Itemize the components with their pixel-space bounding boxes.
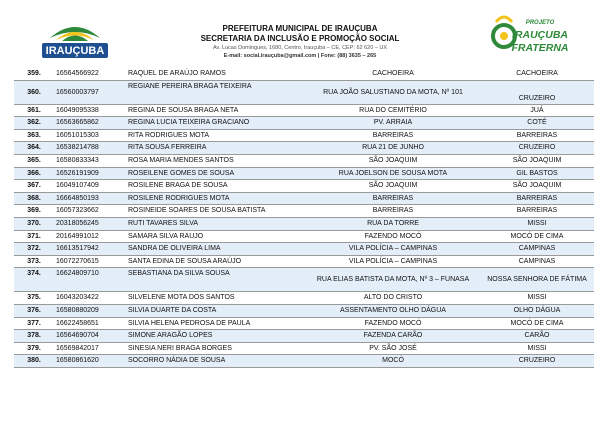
- locality: CACHOEIRA: [480, 68, 594, 80]
- locality: CAMPINAS: [480, 255, 594, 268]
- locality: OLHO DÁGUA: [480, 304, 594, 317]
- address: RUA JOÃO SALUSTIANO DA MOTA, Nº 101: [306, 80, 480, 104]
- nis-number: 16664850193: [54, 192, 126, 205]
- table-row: [14, 142, 594, 155]
- table-row: [14, 243, 594, 256]
- nis-number: 16560003797: [54, 80, 126, 104]
- locality: GIL BASTOS: [480, 167, 594, 180]
- row-number: 372.: [14, 243, 54, 256]
- nis-number: 16538214788: [54, 142, 126, 155]
- table-row: [14, 167, 594, 180]
- locality: CARÃO: [480, 330, 594, 343]
- row-number: 359.: [14, 68, 54, 80]
- nis-number: 16622458651: [54, 317, 126, 330]
- header-text: [150, 24, 450, 60]
- row-number: 369.: [14, 205, 54, 218]
- address: CACHOEIRA: [306, 68, 480, 80]
- nis-number: 16564566922: [54, 68, 126, 80]
- locality: CRUZEIRO: [480, 80, 594, 104]
- beneficiary-name: RITA RODRIGUES MOTA: [126, 129, 306, 142]
- nis-number: 16613517942: [54, 243, 126, 256]
- row-number: 371.: [14, 230, 54, 243]
- beneficiary-name: REGINA LUCIA TEIXEIRA GRACIANO: [126, 117, 306, 130]
- nis-number: 16526191909: [54, 167, 126, 180]
- locality: SÃO JOAQUIM: [480, 154, 594, 167]
- table-row: [14, 154, 594, 167]
- beneficiary-name: SANTA EDINA DE SOUSA ARAÚJO: [126, 255, 306, 268]
- address: BARREIRAS: [306, 129, 480, 142]
- nis-number: 16049107409: [54, 180, 126, 193]
- table-row: [14, 129, 594, 142]
- address: FAZENDO MOCÓ: [306, 317, 480, 330]
- address: BARREIRAS: [306, 205, 480, 218]
- address: RUA DA TORRE: [306, 217, 480, 230]
- nis-number: 16569842017: [54, 342, 126, 355]
- row-number: 373.: [14, 255, 54, 268]
- nis-number: 16072270615: [54, 255, 126, 268]
- row-number: 368.: [14, 192, 54, 205]
- row-number: 374.: [14, 268, 54, 292]
- beneficiary-name: SILVIA DUARTE DA COSTA: [126, 304, 306, 317]
- nis-number: 16580861620: [54, 355, 126, 368]
- nis-number: 16057323662: [54, 205, 126, 218]
- iraucuba-city-logo: [42, 18, 108, 62]
- table-row: [14, 104, 594, 117]
- address: PV. ARRAIA: [306, 117, 480, 130]
- logo-left-text: IRAUÇUBA: [45, 45, 105, 57]
- table-row: [14, 68, 594, 80]
- row-number: 375.: [14, 292, 54, 305]
- locality: CRUZEIRO: [480, 355, 594, 368]
- beneficiary-name: ROSINEIDE SOARES DE SOUSA BATISTA: [126, 205, 306, 218]
- beneficiary-name: SAMARA SILVA RAUJO: [126, 230, 306, 243]
- logo-right-line1: PROJETO: [525, 20, 555, 26]
- address: VILA POLÍCIA – CAMPINAS: [306, 243, 480, 256]
- row-number: 379.: [14, 342, 54, 355]
- beneficiary-name: SILVELENE MOTA DOS SANTOS: [126, 292, 306, 305]
- row-number: 362.: [14, 117, 54, 130]
- row-number: 364.: [14, 142, 54, 155]
- locality: BARREIRAS: [480, 129, 594, 142]
- address: PV. SÃO JOSÉ: [306, 342, 480, 355]
- row-number: 370.: [14, 217, 54, 230]
- address: ALTO DO CRISTO: [306, 292, 480, 305]
- row-number: 363.: [14, 129, 54, 142]
- beneficiary-name: ROSILENE BRAGA DE SOUSA: [126, 180, 306, 193]
- nis-number: 20318056245: [54, 217, 126, 230]
- locality: MISSI: [480, 217, 594, 230]
- nis-number: 16580833343: [54, 154, 126, 167]
- address: RUA JOELSON DE SOUSA MOTA: [306, 167, 480, 180]
- address: MOCÓ: [306, 355, 480, 368]
- locality: BARREIRAS: [480, 205, 594, 218]
- nis-number: 16624809710: [54, 268, 126, 292]
- row-number: 367.: [14, 180, 54, 193]
- row-number: 377.: [14, 317, 54, 330]
- locality: CAMPINAS: [480, 243, 594, 256]
- table-row: [14, 342, 594, 355]
- address: SÃO JOAQUIM: [306, 180, 480, 193]
- beneficiary-name: REGINA DE SOUSA BRAGA NETA: [126, 104, 306, 117]
- beneficiary-name: REGIANE PEREIRA BRAGA TEIXEIRA: [126, 80, 306, 104]
- locality: MISSI: [480, 292, 594, 305]
- beneficiary-name: ROSILENE RODRIGUES MOTA: [126, 192, 306, 205]
- beneficiary-name: SILVIA HELENA PEDROSA DE PAULA: [126, 317, 306, 330]
- locality: MOCÓ DE CIMA: [480, 317, 594, 330]
- table-row: [14, 117, 594, 130]
- address: BARREIRAS: [306, 192, 480, 205]
- beneficiary-table-body: [14, 68, 594, 367]
- locality: COTÉ: [480, 117, 594, 130]
- table-row: [14, 230, 594, 243]
- table-row: [14, 192, 594, 205]
- beneficiary-name: RUTI TAVARES SILVA: [126, 217, 306, 230]
- projeto-iraucuba-fraterna-logo: [490, 10, 568, 62]
- table-row: [14, 217, 594, 230]
- address: RUA DO CEMITÉRIO: [306, 104, 480, 117]
- beneficiary-name: RITA SOUSA FERREIRA: [126, 142, 306, 155]
- address: RUA ELIAS BATISTA DA MOTA, Nº 3 – FUNASA: [306, 268, 480, 292]
- nis-number: 16564690704: [54, 330, 126, 343]
- address: FAZENDA CARÃO: [306, 330, 480, 343]
- locality: SÃO JOAQUIM: [480, 180, 594, 193]
- table-row: [14, 268, 594, 292]
- logo-right-line2: IRAUÇUBA: [512, 29, 568, 41]
- row-number: 376.: [14, 304, 54, 317]
- table-row: [14, 292, 594, 305]
- beneficiary-name: SINESIA NERI BRAGA BORGES: [126, 342, 306, 355]
- table-row: [14, 80, 594, 104]
- beneficiary-name: ROSEILENE GOMES DE SOUSA: [126, 167, 306, 180]
- address: FAZENDO MOCÓ: [306, 230, 480, 243]
- row-number: 366.: [14, 167, 54, 180]
- beneficiary-name: SEBASTIANA DA SILVA SOUSA: [126, 268, 306, 292]
- nis-number: 16563665862: [54, 117, 126, 130]
- address: RUA 21 DE JUNHO: [306, 142, 480, 155]
- row-number: 378.: [14, 330, 54, 343]
- header-subtitle: SECRETARIA DA INCLUSÃO E PROMOÇÃO SOCIAL: [200, 34, 400, 43]
- locality: MOCÓ DE CIMA: [480, 230, 594, 243]
- locality: BARREIRAS: [480, 192, 594, 205]
- locality: CRUZEIRO: [480, 142, 594, 155]
- table-row: [14, 355, 594, 368]
- document-header: [0, 0, 600, 70]
- beneficiary-name: SIMONE ARAGÃO LOPES: [126, 330, 306, 343]
- address: SÃO JOAQUIM: [306, 154, 480, 167]
- nis-number: 16580880209: [54, 304, 126, 317]
- nis-number: 16049095338: [54, 104, 126, 117]
- table-row: [14, 180, 594, 193]
- beneficiary-name: ROSA MARIA MENDES SANTOS: [126, 154, 306, 167]
- locality: JUÁ: [480, 104, 594, 117]
- header-contact: E-mail: social.irauçuba@gmail.com | Fone: (88) 3635 – 265: [223, 53, 377, 59]
- nis-number: 16043203422: [54, 292, 126, 305]
- row-number: 360.: [14, 80, 54, 104]
- row-number: 361.: [14, 104, 54, 117]
- beneficiary-name: SANDRA DE OLIVEIRA LIMA: [126, 243, 306, 256]
- beneficiary-name: RAQUEL DE ARAÚJO RAMOS: [126, 68, 306, 80]
- nis-number: 20164991012: [54, 230, 126, 243]
- beneficiary-name: SOCORRO NÁDIA DE SOUSA: [126, 355, 306, 368]
- table-row: [14, 255, 594, 268]
- table-row: [14, 304, 594, 317]
- locality: NOSSA SENHORA DE FÁTIMA: [480, 268, 594, 292]
- table-row: [14, 317, 594, 330]
- header-title: PREFEITURA MUNICIPAL DE IRAUÇUBA: [222, 24, 378, 33]
- logo-right-line3: FRATERNA: [511, 42, 568, 54]
- beneficiary-table: [14, 68, 594, 368]
- nis-number: 16051015303: [54, 129, 126, 142]
- row-number: 380.: [14, 355, 54, 368]
- locality: MISSI: [480, 342, 594, 355]
- address: VILA POLÍCIA – CAMPINAS: [306, 255, 480, 268]
- header-address: Av. Lucas Domingues, 1680, Centro, Irauçuba – CE, CEP: 62 620 – UX: [212, 45, 388, 51]
- table-row: [14, 205, 594, 218]
- row-number: 365.: [14, 154, 54, 167]
- address: ASSENTAMENTO OLHO DÁGUA: [306, 304, 480, 317]
- table-row: [14, 330, 594, 343]
